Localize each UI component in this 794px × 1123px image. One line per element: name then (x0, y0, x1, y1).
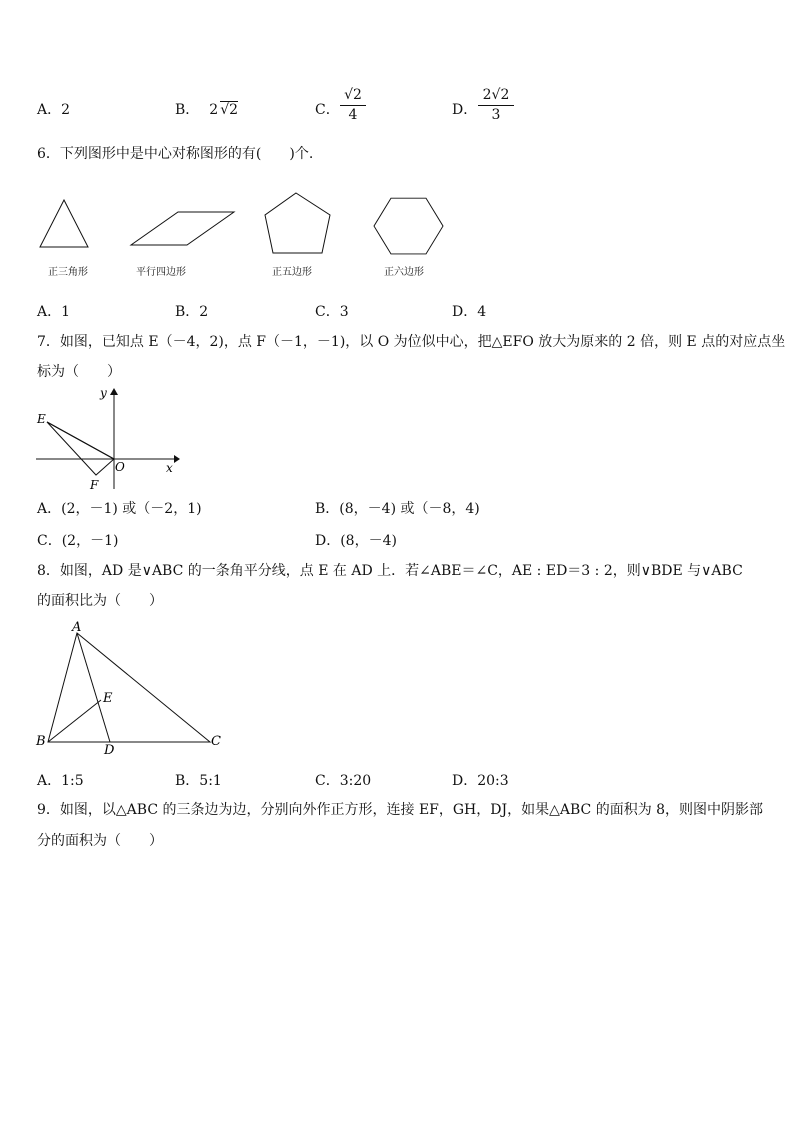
q7-coordinate-figure (34, 385, 184, 495)
q7-option-b: B．(8，－4) 或（－8，4) (315, 501, 480, 517)
q8-option-a: A．1:5 (37, 773, 84, 789)
fig7-label-o: O (115, 460, 125, 474)
q8-triangle-figure (34, 620, 234, 755)
regular-pentagon-shape (265, 193, 330, 253)
fig7-label-x: x (166, 461, 173, 475)
q5-option-c-numerator: √2 (340, 86, 366, 106)
q7-option-a: A．(2，－1) 或（－2，1) (37, 501, 202, 517)
q5-option-a: A．2 (37, 102, 71, 118)
fig8-label-e: E (103, 691, 113, 706)
triangle-efo (47, 422, 114, 475)
fig8-label-b: B (36, 734, 46, 749)
q5-option-d-fraction (478, 86, 514, 124)
bisector-ad (77, 633, 110, 742)
regular-hexagon-shape (374, 198, 443, 254)
shape-label-triangle: 正三角形 (48, 267, 88, 278)
q5-option-c-label: C． (315, 102, 340, 118)
q6-option-d: D．4 (452, 304, 487, 320)
q7-option-d: D．(8，－4) (315, 533, 397, 549)
segment-be (48, 700, 101, 742)
q5-option-b-radical: √2 (220, 102, 239, 118)
q5-option-d-label: D． (452, 102, 478, 118)
q5-option-b-label: B． (175, 102, 200, 118)
q7-option-c: C．(2，－1) (37, 533, 119, 549)
q8-option-d: D．20:3 (452, 773, 509, 789)
q5-option-d-denominator: 3 (491, 107, 501, 123)
q5-option-b (175, 99, 238, 119)
triangle-abc (48, 633, 210, 742)
q8-option-b: B．5:1 (175, 773, 222, 789)
q6-shapes-figure (30, 188, 490, 260)
y-axis-arrow (110, 388, 118, 395)
fig8-label-a: A (72, 620, 82, 635)
equilateral-triangle-shape (40, 200, 88, 247)
fig7-label-e: E (37, 412, 46, 426)
q6-stem: 6．下列图形中是中心对称图形的有( )个. (37, 146, 314, 162)
q5-option-c-fraction (340, 86, 366, 124)
fig7-label-y: y (100, 386, 107, 400)
q8-option-c: C．3:20 (315, 773, 372, 789)
q6-option-c: C．3 (315, 304, 349, 320)
q6-option-a: A．1 (37, 304, 71, 320)
fig8-label-c: C (211, 734, 221, 749)
q6-option-b: B．2 (175, 304, 209, 320)
x-axis-arrow (174, 455, 180, 463)
q7-stem-line2: 标为（ ） (37, 364, 121, 380)
shape-label-parallelogram: 平行四边形 (136, 267, 186, 278)
fig7-label-f: F (90, 478, 99, 492)
q5-option-b-coef: 2 (209, 102, 219, 118)
q8-stem-line2: 的面积比为（ ） (37, 593, 163, 609)
shape-label-hexagon: 正六边形 (384, 267, 424, 278)
shape-label-pentagon: 正五边形 (272, 267, 312, 278)
parallelogram-shape (131, 212, 234, 245)
q5-option-d-numerator: 2√2 (478, 86, 514, 106)
fig8-label-d: D (104, 743, 115, 755)
q9-stem-line1: 9．如图，以△ABC 的三条边为边，分别向外作正方形，连接 EF，GH，DJ，如果△ABC 的面积为 8，则图中阴影部 (37, 802, 764, 818)
q5-option-c-denominator: 4 (348, 107, 358, 123)
q9-stem-line2: 分的面积为（ ） (37, 833, 163, 849)
q8-stem-line1: 8．如图，AD 是∨ABC 的一条角平分线，点 E 在 AD 上．若∠ABE＝∠C，AE : ED＝3 : 2，则∨BDE 与∨ABC (37, 563, 743, 579)
q7-stem-line1: 7．如图，已知点 E（－4，2)，点 F（－1，－1)，以 O 为位似中心，把△EFO 放大为原来的 2 倍，则 E 点的对应点坐 (37, 334, 786, 350)
